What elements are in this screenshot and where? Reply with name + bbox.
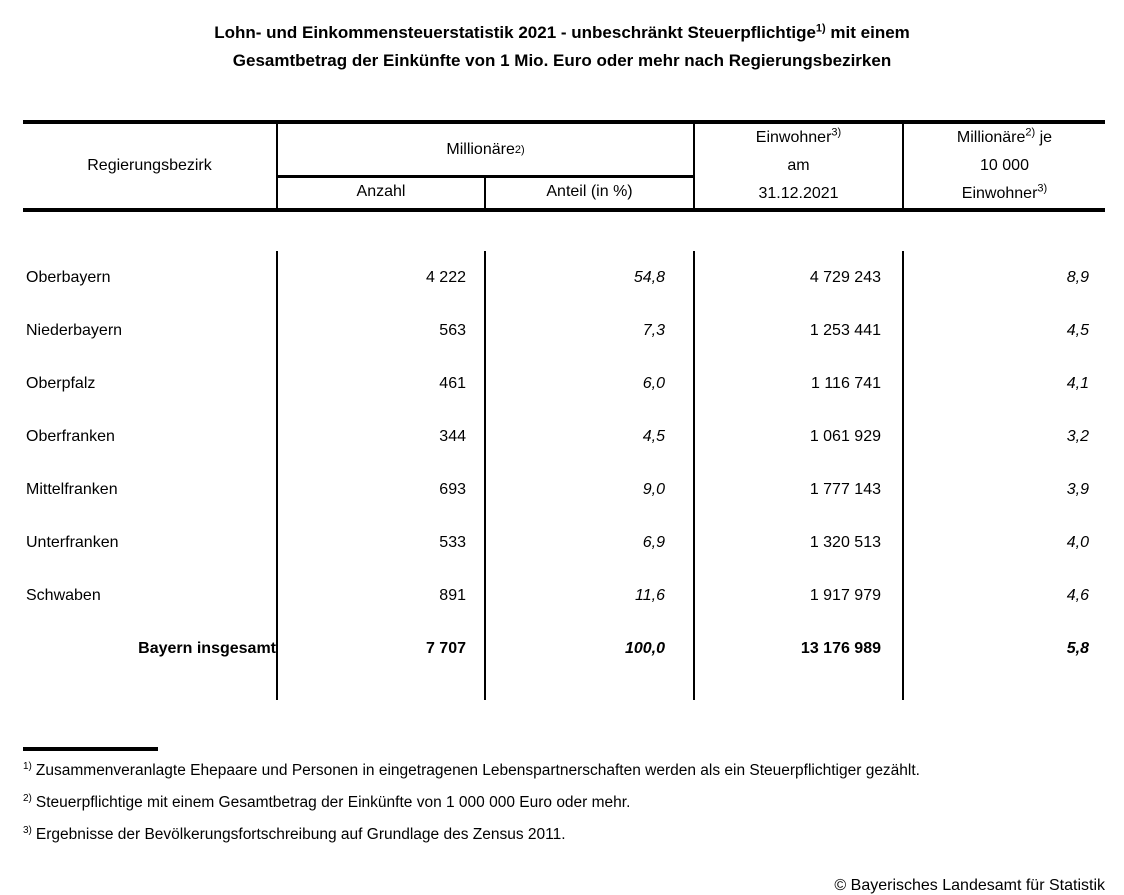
footnote-text: Zusammenveranlagte Ehepaare und Personen in eingetragenen Lebenspartnerschaften werden als ein Steuerpflichtiger gezählt. bbox=[35, 762, 920, 779]
table-row bbox=[23, 251, 1105, 304]
footnote-marker-3: 3) bbox=[831, 126, 842, 139]
table-total-row bbox=[23, 622, 1105, 675]
cell-einwohner: 1 061 929 bbox=[809, 428, 881, 445]
table-body bbox=[23, 251, 1105, 714]
title-text: mit einem bbox=[825, 23, 910, 42]
cell-region: Unterfranken bbox=[26, 534, 119, 551]
footnote-1 bbox=[23, 755, 1124, 787]
cell-einwohner: 1 116 741 bbox=[811, 375, 881, 392]
footnote-divider bbox=[23, 747, 158, 751]
cell-anteil: 6,0 bbox=[642, 375, 665, 392]
cell-einwohner: 1 320 513 bbox=[809, 534, 881, 551]
cell-anteil: 6,9 bbox=[642, 534, 665, 551]
cell-einwohner: 1 777 143 bbox=[809, 481, 881, 498]
cell-region: Oberfranken bbox=[26, 428, 115, 445]
table-row bbox=[23, 357, 1105, 410]
header-einwohner bbox=[695, 124, 904, 208]
page-title-line1 bbox=[0, 19, 1124, 47]
copyright-notice: © Bayerisches Landesamt für Statistik bbox=[834, 877, 1105, 894]
cell-region: Niederbayern bbox=[26, 322, 123, 339]
cell-rate: 8,9 bbox=[1066, 269, 1089, 286]
header-rate-je: je bbox=[1035, 129, 1053, 146]
header-regierungsbezirk: Regierungsbezirk bbox=[23, 124, 278, 208]
cell-anteil: 54,8 bbox=[633, 269, 665, 286]
table-row bbox=[23, 569, 1105, 622]
cell-rate: 3,9 bbox=[1066, 481, 1089, 498]
footnote-marker-2: 2) bbox=[1025, 126, 1036, 139]
footnote-text: Steuerpflichtige mit einem Gesamtbetrag der Einkünfte von 1 000 000 Euro oder mehr. bbox=[35, 794, 631, 811]
footnote-marker-3: 3) bbox=[1037, 182, 1048, 195]
header-rate-line3 bbox=[904, 180, 1105, 208]
header-millionaere-group bbox=[278, 124, 695, 208]
cell-rate: 4,6 bbox=[1066, 587, 1089, 604]
footnotes bbox=[23, 747, 1124, 851]
cell-anzahl: 563 bbox=[439, 322, 466, 339]
cell-anteil: 4,5 bbox=[642, 428, 665, 445]
footnote-marker-3: 3) bbox=[23, 824, 32, 836]
cell-anzahl-total: 7 707 bbox=[425, 640, 466, 657]
table-row bbox=[23, 304, 1105, 357]
header-rate-einwohner-label: Einwohner bbox=[961, 185, 1038, 202]
cell-region: Oberpfalz bbox=[26, 375, 96, 392]
cell-anteil: 7,3 bbox=[642, 322, 665, 339]
cell-anzahl: 344 bbox=[439, 428, 466, 445]
header-einwohner-line2: am bbox=[787, 157, 810, 174]
cell-region: Mittelfranken bbox=[26, 481, 118, 498]
cell-rate: 4,5 bbox=[1066, 322, 1089, 339]
cell-rate: 4,0 bbox=[1066, 534, 1089, 551]
header-millionaere: Millionäre 2) bbox=[278, 124, 693, 178]
column-divider bbox=[902, 251, 904, 700]
cell-anzahl: 461 bbox=[439, 375, 466, 392]
cell-einwohner-total: 13 176 989 bbox=[800, 640, 881, 657]
cell-anteil-total: 100,0 bbox=[624, 640, 665, 657]
footnote-marker-2: 2) bbox=[23, 792, 32, 804]
footnote-text: Ergebnisse der Bevölkerungsfortschreibung auf Grundlage des Zensus 2011. bbox=[35, 826, 566, 843]
footnote-3 bbox=[23, 819, 1124, 851]
cell-anzahl: 4 222 bbox=[425, 269, 466, 286]
cell-anzahl: 693 bbox=[439, 481, 466, 498]
page-title bbox=[0, 0, 1124, 75]
cell-region-total: Bayern insgesamt bbox=[138, 640, 276, 657]
column-divider bbox=[484, 251, 486, 700]
table-row bbox=[23, 516, 1105, 569]
table-row bbox=[23, 410, 1105, 463]
header-einwohner-line1 bbox=[695, 124, 902, 152]
table-row bbox=[23, 463, 1105, 516]
header-anzahl: Anzahl bbox=[278, 178, 486, 208]
header-millionaere-label: Millionäre bbox=[446, 140, 515, 158]
header-anteil: Anteil (in %) bbox=[546, 183, 633, 200]
cell-anteil: 11,6 bbox=[635, 587, 665, 604]
header-rate-line1 bbox=[904, 124, 1105, 152]
header-rate-line2: 10 000 bbox=[980, 157, 1029, 174]
statistics-table bbox=[23, 120, 1105, 714]
column-divider bbox=[276, 251, 278, 700]
table-header bbox=[23, 120, 1105, 212]
column-divider bbox=[693, 251, 695, 700]
footnote-marker-1: 1) bbox=[815, 22, 826, 35]
cell-region: Oberbayern bbox=[26, 269, 111, 286]
header-rate-label: Millionäre bbox=[956, 129, 1026, 146]
cell-rate: 3,2 bbox=[1066, 428, 1089, 445]
footnote-2 bbox=[23, 787, 1124, 819]
title-text: Lohn- und Einkommensteuerstatistik 2021 - unbeschränkt Steuerpflichtige bbox=[214, 23, 816, 42]
header-millionaere-subrow bbox=[278, 178, 693, 208]
cell-einwohner: 1 253 441 bbox=[809, 322, 881, 339]
header-einwohner-label: Einwohner bbox=[755, 129, 832, 146]
cell-anzahl: 891 bbox=[439, 587, 466, 604]
page-title-line2: Gesamtbetrag der Einkünfte von 1 Mio. Euro oder mehr nach Regierungsbezirken bbox=[232, 51, 892, 70]
cell-einwohner: 4 729 243 bbox=[809, 269, 881, 286]
cell-rate-total: 5,8 bbox=[1066, 640, 1089, 657]
cell-anzahl: 533 bbox=[439, 534, 466, 551]
header-einwohner-line3: 31.12.2021 bbox=[758, 185, 839, 202]
header-millionaere-je-einwohner bbox=[904, 124, 1105, 208]
cell-einwohner: 1 917 979 bbox=[809, 587, 881, 604]
cell-rate: 4,1 bbox=[1066, 375, 1089, 392]
footnote-marker-1: 1) bbox=[23, 760, 32, 772]
cell-region: Schwaben bbox=[26, 587, 101, 604]
cell-anteil: 9,0 bbox=[642, 481, 665, 498]
